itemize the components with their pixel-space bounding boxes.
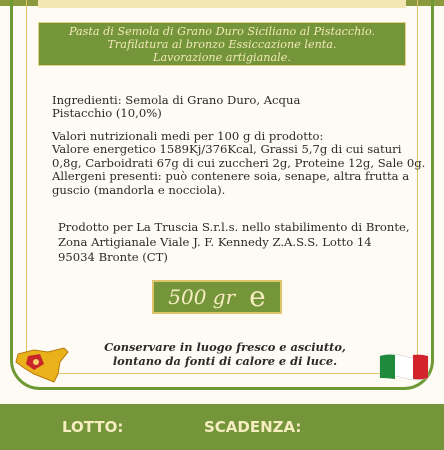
sicily-map-icon (14, 344, 70, 386)
banner-line-2: Trafilatura al bronzo Essiccazione lenta. (107, 38, 337, 51)
nutrition-line-5: guscio (mandorla e nocciola). (52, 182, 226, 197)
top-gold-strip (38, 0, 406, 8)
estimated-mark: e (249, 280, 266, 313)
storage-line-2: lontano da fonti di calore e di luce. (112, 354, 338, 368)
nutrition-line-1: Valori nutrizionali medi per 100 g di prodotto: (52, 129, 324, 143)
storage-line-1: Conservare in luogo fresco e asciutto, (104, 340, 346, 354)
nutrition-line-3: 0,8g, Carboidrati 67g di cui zuccheri 2g, Proteine 12g, Sale 0g. (52, 155, 426, 170)
nutrition-line-4: Allergeni presenti: può contenere soia, senape, altra frutta a (52, 169, 410, 184)
banner-line-1: Pasta di Semola di Grano Duro Siciliano al Pistacchio. (68, 25, 376, 38)
lotto-label: LOTTO: (62, 418, 124, 436)
nutrition-info (52, 130, 425, 197)
bottom-bar (0, 404, 444, 450)
producer-line-3: 95034 Bronte (CT) (58, 250, 168, 264)
product-banner (38, 22, 406, 66)
producer-line-2: Zona Artigianale Viale J. F. Kennedy Z.A.S.S. Lotto 14 (58, 235, 372, 249)
banner-line-3: Lavorazione artigianale. (153, 51, 291, 64)
net-weight: 500 gr (168, 285, 236, 309)
storage-instructions (100, 340, 350, 368)
nutrition-line-2: Valore energetico 1589Kj/376Kcal, Grassi 5,7g di cui saturi (52, 142, 402, 157)
ingredients-line-2: Pistacchio (10,0%) (52, 106, 162, 121)
italy-flag-icon (378, 350, 430, 382)
ingredients (52, 94, 300, 121)
net-weight-box (152, 280, 282, 314)
ingredients-line-1: Ingredienti: Semola di Grano Duro, Acqua (52, 93, 301, 107)
scadenza-label: SCADENZA: (204, 418, 302, 436)
producer-info (58, 220, 410, 265)
producer-line-1: Prodotto per La Truscia S.r.l.s. nello stabilimento di Bronte, (58, 220, 410, 234)
